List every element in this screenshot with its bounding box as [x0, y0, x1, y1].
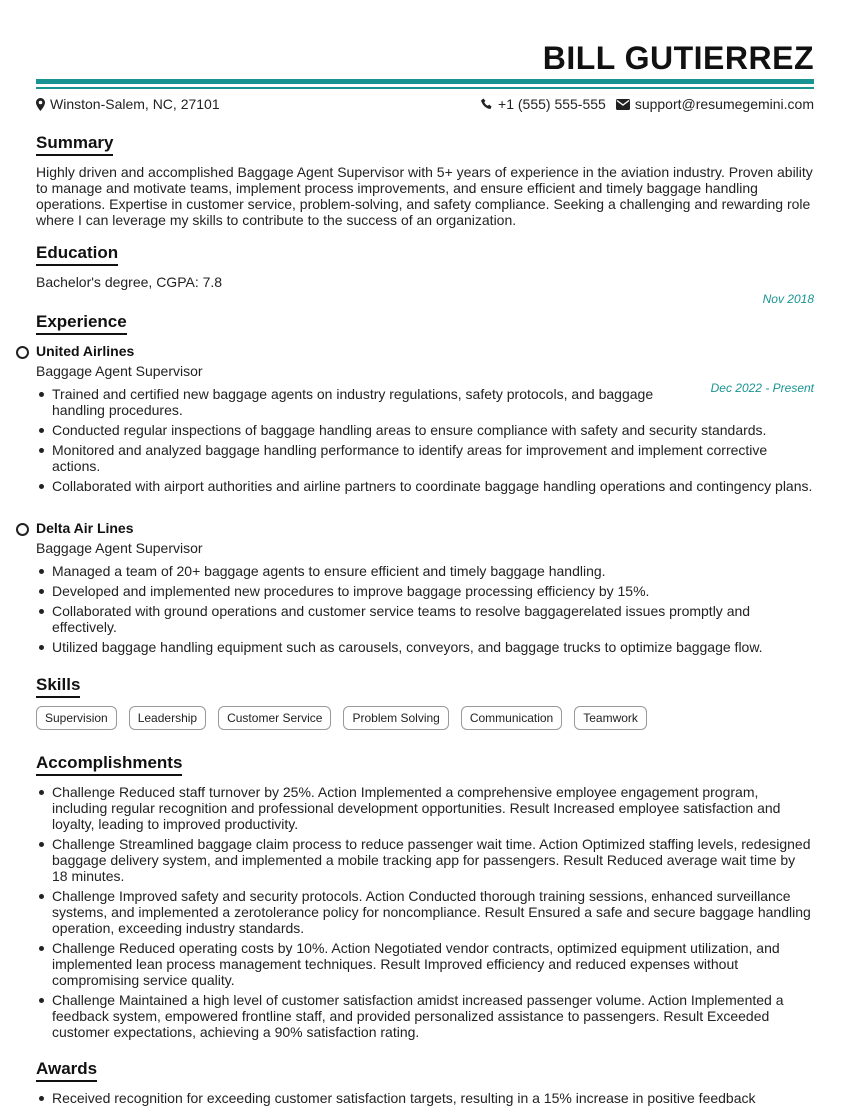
skill-chip: Problem Solving — [343, 706, 448, 730]
list-item: Challenge Maintained a high level of customer satisfaction amidst increased passenger volume. Action Implemented a feedback system, empowered frontline staff, and provided personalized assistance to passengers. Result Exceeded customer expectations, achieving a 90% satisfaction rating. — [36, 992, 814, 1040]
list-item: Collaborated with airport authorities and airline partners to coordinate baggage handling operations and contingency plans. — [36, 478, 814, 494]
email-text: support@resumegemini.com — [634, 96, 814, 112]
skills-list — [36, 706, 647, 730]
skill-chip: Communication — [461, 706, 562, 730]
job-role: Baggage Agent Supervisor — [36, 540, 203, 556]
list-item: Developed and implemented new procedures to improve baggage processing efficiency by 15%. — [36, 583, 814, 599]
header-rule-thin — [36, 87, 814, 89]
list-item: Managed a team of 20+ baggage agents to ensure efficient and timely baggage handling. — [36, 563, 814, 579]
list-item: Utilized baggage handling equipment such as carousels, conveyors, and baggage trucks to optimize baggage flow. — [36, 639, 814, 655]
skill-chip: Leadership — [129, 706, 206, 730]
list-item: Challenge Streamlined baggage claim process to reduce passenger wait time. Action Optimized staffing levels, redesigned baggage delivery system, and implemented a mobile tracking app for passengers. Result Reduced average wait time by 18 minutes. — [36, 836, 814, 884]
job-date: Dec 2022 - Present — [710, 381, 814, 395]
summary-text: Highly driven and accomplished Baggage Agent Supervisor with 5+ years of experience in the aviation industry. Proven ability to manage and motivate teams, implement process improvements, and ensure efficient and timely baggage handling operations. Expertise in customer service, problem-solving, and safety compliance. Seeking a challenging and rewarding role where I can leverage my skills to contribute to the success of an organization. — [36, 164, 813, 228]
education-date: Nov 2018 — [762, 292, 814, 306]
skill-chip: Customer Service — [218, 706, 331, 730]
envelope-icon — [616, 99, 630, 110]
skill-chip: Teamwork — [574, 706, 647, 730]
location-block — [36, 96, 220, 112]
awards-list — [36, 1090, 814, 1110]
map-pin-icon — [36, 98, 45, 111]
experience-title: Experience — [36, 312, 127, 335]
list-item: Monitored and analyzed baggage handling performance to identify areas for improvement and implement corrective actions. — [36, 442, 814, 474]
education-title: Education — [36, 243, 118, 266]
location-text: Winston-Salem, NC, 27101 — [50, 96, 220, 112]
accomplishments-title: Accomplishments — [36, 753, 182, 776]
list-item: Received recognition for exceeding customer satisfaction targets, resulting in a 15% increase in positive feedback — [36, 1090, 814, 1106]
skills-title: Skills — [36, 675, 80, 698]
job-bullets — [36, 563, 814, 659]
timeline-marker — [16, 346, 29, 359]
job-bullets — [36, 386, 814, 498]
job-role: Baggage Agent Supervisor — [36, 363, 203, 379]
company-name: United Airlines — [36, 343, 135, 359]
phone-icon — [481, 98, 493, 110]
header-rule-thick — [36, 79, 814, 84]
company-name: Delta Air Lines — [36, 520, 134, 536]
list-item: Challenge Improved safety and security protocols. Action Conducted thorough training sessions, enhanced surveillance systems, and implemented a zerotolerance policy for noncompliance. Result Ensured a safe and secure baggage handling operation, exceeding industry standards. — [36, 888, 814, 936]
skill-chip: Supervision — [36, 706, 117, 730]
accomplishments-list — [36, 784, 814, 1044]
education-degree: Bachelor's degree, CGPA: 7.8 — [36, 274, 223, 290]
timeline-marker — [16, 523, 29, 536]
list-item: Collaborated with ground operations and customer service teams to resolve baggagerelated issues promptly and effectively. — [36, 603, 814, 635]
contact-right-block — [481, 96, 814, 112]
phone-text: +1 (555) 555-555 — [498, 96, 606, 112]
candidate-name: BILL GUTIERREZ — [542, 40, 814, 76]
contact-bar — [36, 96, 814, 114]
list-item: Trained and certified new baggage agents on industry regulations, safety protocols, and baggage handling procedures. — [36, 386, 692, 418]
list-item: Challenge Reduced staff turnover by 25%. Action Implemented a comprehensive employee engagement program, including regular recognition and professional development opportunities. Result Increased employee satisfaction and loyalty, leading to improved productivity. — [36, 784, 814, 832]
awards-title: Awards — [36, 1059, 97, 1082]
summary-title: Summary — [36, 133, 113, 156]
list-item: Conducted regular inspections of baggage handling areas to ensure compliance with safety and security standards. — [36, 422, 814, 438]
list-item: Challenge Reduced operating costs by 10%. Action Negotiated vendor contracts, optimized equipment utilization, and implemented lean process management techniques. Result Improved efficiency and reduced expenses without compromising service quality. — [36, 940, 814, 988]
